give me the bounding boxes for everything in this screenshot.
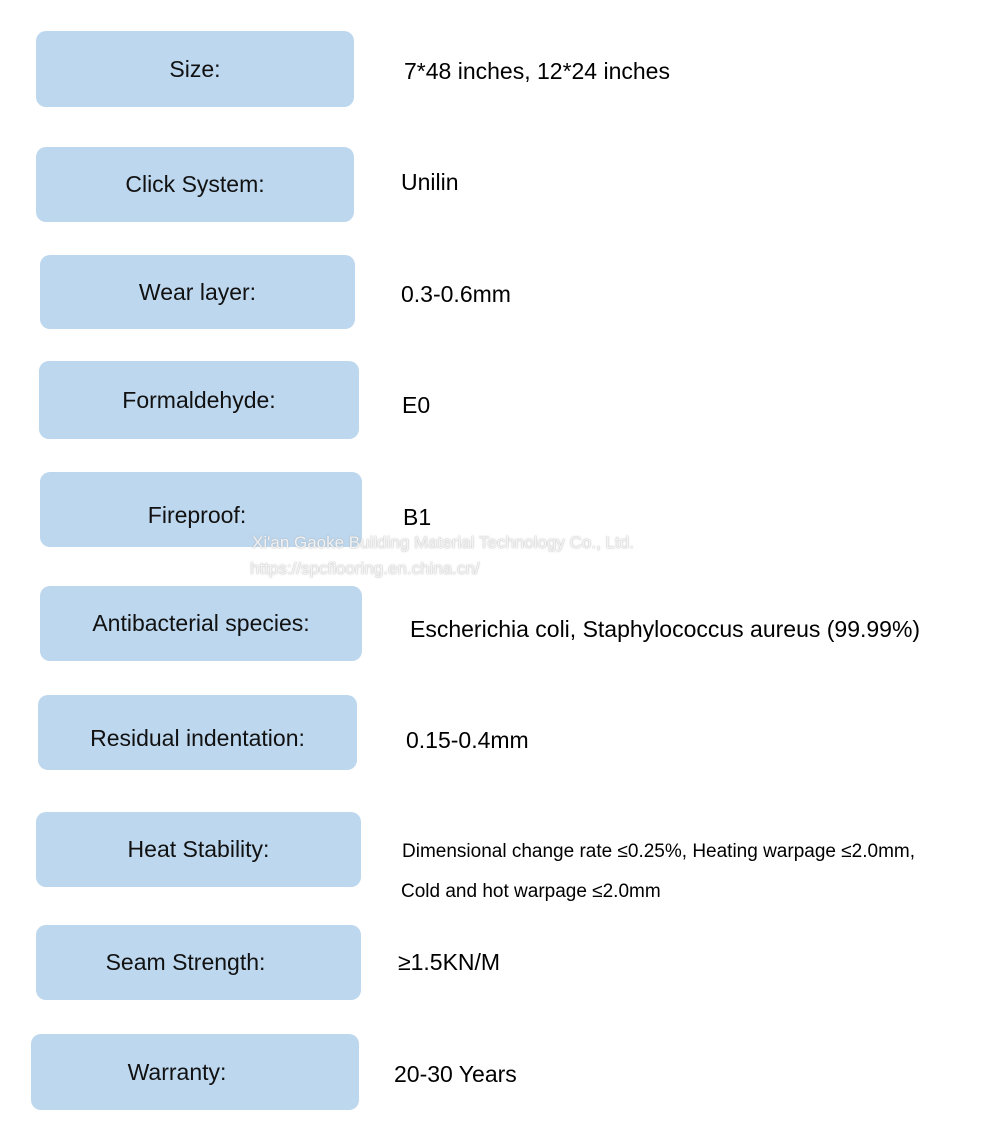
spec-label-seam-strength (36, 925, 361, 1000)
spec-value-fireproof: B1 (403, 504, 432, 530)
spec-label-heat-stability (36, 812, 361, 887)
spec-label-text: Antibacterial species: (92, 610, 310, 636)
spec-label-text: Heat Stability: (127, 836, 270, 862)
spec-label-residual-indentation (38, 695, 357, 770)
spec-label-text: Warranty: (127, 1058, 227, 1085)
spec-label-size (36, 31, 354, 107)
spec-label-text: Fireproof: (147, 502, 247, 528)
spec-value-heat-stability-line1: Dimensional change rate ≤0.25%, Heating warpage ≤2.0mm, (402, 841, 916, 862)
spec-label-text: Residual indentation: (90, 725, 305, 751)
spec-value-seam-strength: ≥1.5KN/M (398, 949, 501, 975)
spec-label-text: Click System: (125, 171, 265, 197)
spec-value-residual-indentation: 0.15-0.4mm (406, 727, 529, 753)
spec-value-warranty: 20-30 Years (394, 1061, 517, 1087)
spec-label-antibacterial-species (40, 586, 362, 661)
spec-value-antibacterial-species: Escherichia coli, Staphylococcus aureus (99.99%) (410, 616, 921, 642)
spec-label-text: Size: (169, 55, 221, 82)
spec-value-click-system: Unilin (401, 169, 459, 195)
watermark-url: https://spcflooring.en.china.cn/ (250, 559, 480, 578)
spec-value-formaldehyde: E0 (402, 392, 431, 418)
spec-label-text: Formaldehyde: (122, 386, 276, 413)
spec-label-wear-layer (40, 255, 355, 329)
watermark-company: Xi'an Gaoke Building Material Technology Co., Ltd. (252, 533, 634, 552)
spec-label-text: Seam Strength: (105, 949, 266, 975)
spec-label-click-system (36, 147, 354, 222)
spec-value-size: 7*48 inches, 12*24 inches (404, 58, 670, 84)
spec-value-heat-stability-line2: Cold and hot warpage ≤2.0mm (401, 881, 661, 902)
spec-label-text: Wear layer: (138, 278, 257, 305)
spec-label-formaldehyde (39, 361, 359, 439)
spec-value-wear-layer: 0.3-0.6mm (401, 281, 511, 307)
spec-label-warranty (31, 1034, 359, 1110)
